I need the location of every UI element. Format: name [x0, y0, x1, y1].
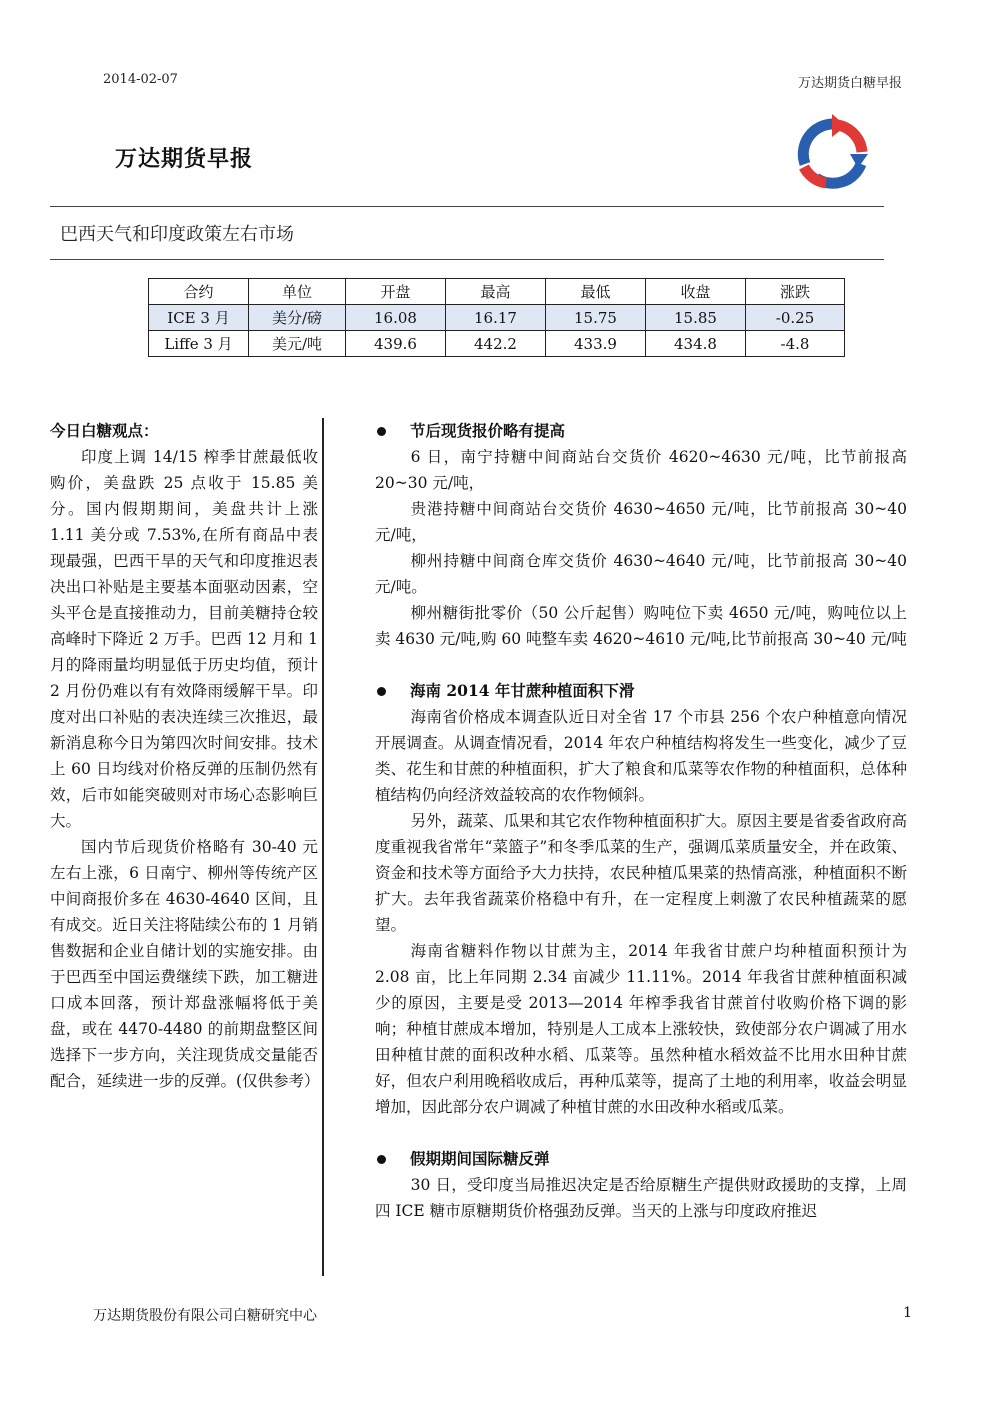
circular-arrows-logo-icon — [788, 112, 878, 197]
section-heading — [375, 678, 907, 704]
market-view-column — [50, 418, 318, 1094]
report-subtitle: 巴西天气和印度政策左右市场 — [60, 224, 294, 245]
section-paragraph: 海南省糖料作物以甘蔗为主，2014 年我省甘蔗户均种植面积预计为 2.08 亩，比上年同期 2.34 亩减少 11.11%。2014 年我省甘蔗种植面积减少的原因，主要是受 2013—2014 年榨季我省甘蔗首付收购价格下调的影响；种植甘蔗成本增加，特别是人工成本上涨较快，致使部分农户调减了用水田种植甘蔗的面积改种水稻、瓜菜等。虽然种植水稻效益不比用水田种甘蔗好，但农户利用晚稻收成后，再种瓜菜等，提高了土地的利用率，收益会明显增加，因此部分农户调减了种植甘蔗的水田改种水稻或瓜菜。 — [375, 942, 907, 1116]
section-paragraph: 柳州持糖中间商仓库交货价 4630~4640 元/吨，比节前报高 30~40 元/吨。 — [375, 552, 907, 596]
subtitle-divider — [50, 259, 884, 260]
header-cell: 开盘 — [346, 279, 446, 305]
section-paragraph: 另外，蔬菜、瓜果和其它农作物种植面积扩大。原因主要是省委省政府高度重视我省常年“菜篮子”和冬季瓜菜的生产，强调瓜菜质量安全，并在政策、资金和技术等方面给予大力扶持，农民种植瓜果菜的热情高涨，种植面积不断扩大。去年我省蔬菜价格稳中有升，在一定程度上刺激了农民种植蔬菜的愿望。 — [375, 812, 907, 934]
news-section — [375, 678, 907, 1120]
market-view-paragraph: 国内节后现货价格略有 30-40 元左右上涨，6 日南宁、柳州等传统产区中间商报价多在 4630-4640 区间，且有成交。近日关注将陆续公布的 1 月销售数据和企业自储计划的实施安排。由于巴西至中国运费继续下跌，加工糖进口成本回落，预计郑盘涨幅将低于美盘，或在 4470-4480 的前期盘整区间选择下一步方向，关注现货成交量能否配合，延续进一步的反弹。(仅供参考） — [50, 838, 320, 1090]
header-cell: 最低 — [546, 279, 646, 305]
report-date: 2014-02-07 — [103, 72, 178, 87]
header-cell: 涨跌 — [746, 279, 845, 305]
table-cell: 434.8 — [646, 331, 746, 357]
section-heading-text: 海南 2014 年甘蔗种植面积下滑 — [410, 681, 635, 700]
market-view-paragraph: 印度上调 14/15 榨季甘蔗最低收购价，美盘跌 25 点收于 15.85 美分。国内假期期间，美盘共计上涨 1.11 美分或 7.53%,在所有商品中表现最强，巴西干旱的天气和印度推迟表决出口补贴是主要基本面驱动因素，空头平仓是直接推动力，目前美糖持仓较高峰时下降近 2 万手。巴西 12 月和 1 月的降雨量均明显低于历史均值，预计 2 月份仍难以有有效降雨缓解干旱。印度对出口补贴的表决连续三次推迟，最新消息称今日为第四次时间安排。技术上 60 日均线对价格反弹的压制仍然有效，后市如能突破则对市场心态影响巨大。 — [50, 448, 318, 830]
table-cell: 15.85 — [646, 305, 746, 331]
bullet-icon — [377, 1155, 386, 1164]
table-row — [149, 331, 845, 357]
header-cell: 单位 — [249, 279, 346, 305]
market-view-heading: 今日白糖观点： — [50, 421, 159, 440]
table-header-row — [149, 279, 845, 305]
news-section — [375, 1146, 907, 1224]
quote-table — [148, 278, 845, 357]
section-heading — [375, 418, 907, 444]
page-number: 1 — [903, 1305, 912, 1321]
table-cell: ICE 3 月 — [149, 305, 249, 331]
section-paragraph: 柳州糖街批零价（50 公斤起售）购吨位下卖 4650 元/吨，购吨位以上卖 4630 元/吨,购 60 吨整车卖 4620~4610 元/吨,比节前报高 30~40 元/吨 — [375, 604, 907, 648]
table-cell: 美分/磅 — [249, 305, 346, 331]
bullet-icon — [377, 687, 386, 696]
table-cell: 442.2 — [446, 331, 546, 357]
table-cell: -4.8 — [746, 331, 845, 357]
table-cell: Liffe 3 月 — [149, 331, 249, 357]
header-cell: 最高 — [446, 279, 546, 305]
column-divider — [322, 418, 324, 1276]
table-cell: 15.75 — [546, 305, 646, 331]
table-cell: 美元/吨 — [249, 331, 346, 357]
news-column — [375, 418, 907, 1224]
news-section — [375, 418, 907, 652]
table-cell: 16.17 — [446, 305, 546, 331]
footer-company: 万达期货股份有限公司白糖研究中心 — [93, 1308, 317, 1324]
section-heading-text: 假期期间国际糖反弹 — [410, 1149, 550, 1168]
table-row — [149, 305, 845, 331]
page-title: 万达期货早报 — [115, 146, 254, 172]
header-divider — [50, 206, 884, 207]
header-cell: 合约 — [149, 279, 249, 305]
report-source: 万达期货白糖早报 — [797, 76, 902, 91]
table-cell: 433.9 — [546, 331, 646, 357]
table-cell: -0.25 — [746, 305, 845, 331]
section-heading — [375, 1146, 907, 1172]
table-cell: 439.6 — [346, 331, 446, 357]
section-paragraph: 6 日，南宁持糖中间商站台交货价 4620~4630 元/吨，比节前报高 20~30 元/吨， — [375, 448, 907, 492]
section-paragraph: 30 日，受印度当局推迟决定是否给原糖生产提供财政援助的支撑，上周四 ICE 糖市原糖期货价格强劲反弹。当天的上涨与印度政府推迟 — [375, 1176, 907, 1220]
section-paragraph: 海南省价格成本调查队近日对全省 17 个市县 256 个农户种植意向情况开展调查。从调查情况看，2014 年农户种植结构将发生一些变化，减少了豆类、花生和甘蔗的种植面积，扩大了粮食和瓜菜等农作物的种植面积，总体种植结构仍向经济效益较高的农作物倾斜。 — [375, 708, 907, 804]
header-cell: 收盘 — [646, 279, 746, 305]
section-heading-text: 节后现货报价略有提高 — [410, 421, 566, 440]
section-paragraph: 贵港持糖中间商站台交货价 4630~4650 元/吨，比节前报高 30~40 元/吨， — [375, 500, 907, 544]
bullet-icon — [377, 427, 386, 436]
table-cell: 16.08 — [346, 305, 446, 331]
